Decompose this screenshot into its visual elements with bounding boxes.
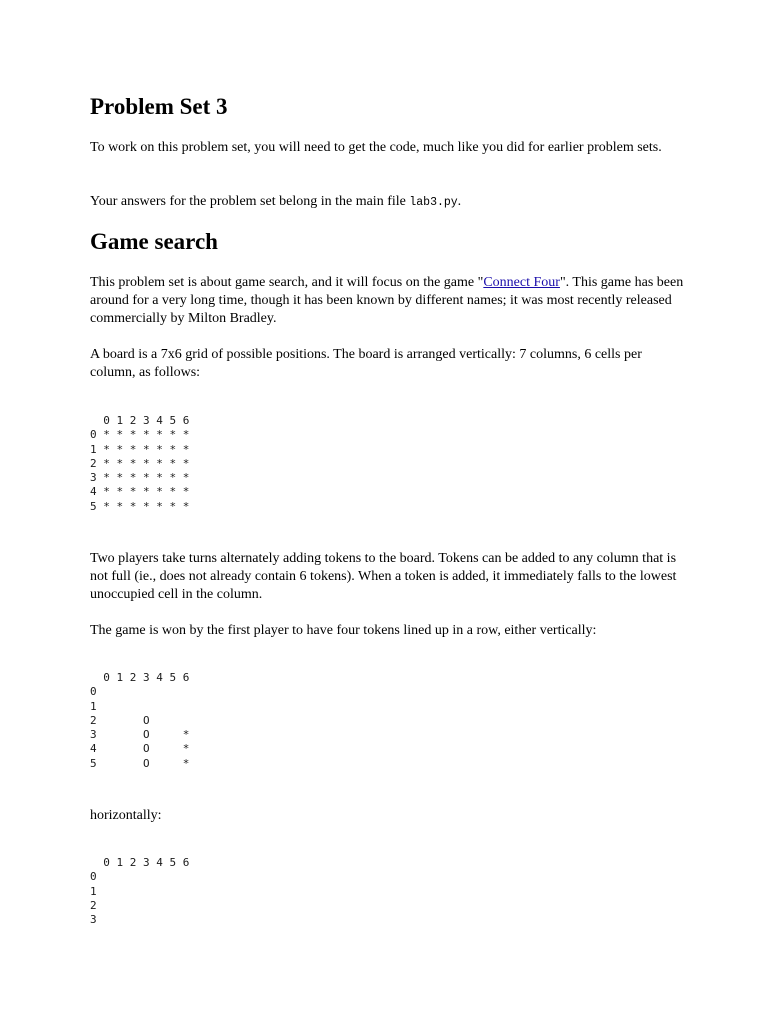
- intro-p2-end: .: [457, 194, 462, 209]
- game-p1-text-end: ". This game has been around for a very long time, though it has been known by different names; it was most recently released commercially by Milton Bradley.: [90, 275, 684, 326]
- section-title: Game search: [90, 229, 218, 254]
- vertical-win-board-diagram: 0 1 2 3 4 5 6 0 1 2 O 3 O * 4 O * 5 O *: [90, 671, 190, 770]
- game-paragraph-4: The game is won by the first player to have four tokens lined up in a row, either vertically:: [90, 623, 597, 638]
- empty-board-diagram: 0 1 2 3 4 5 6 0 * * * * * * * 1 * * * * * * * 2 * * * * * * * 3 * * * * * * * 4 * * * * * * * 5 * * * * * * *: [90, 414, 190, 513]
- game-paragraph-2: A board is a 7x6 grid of possible positions. The board is arranged vertically: 7 columns, 6 cells per column, as follows:: [90, 347, 642, 380]
- game-paragraph-1: [90, 274, 690, 328]
- main-file-code: lab3.py: [409, 196, 458, 209]
- game-paragraph-3: Two players take turns alternately adding tokens to the board. Tokens can be added to any column that is not full (ie., does not already contain 6 tokens). When a token is added, it immediately falls to the lowest unoccupied cell in the column.: [90, 551, 677, 602]
- intro-paragraph-1: To work on this problem set, you will need to get the code, much like you did for earlier problem sets.: [90, 140, 662, 155]
- game-paragraph-5: horizontally:: [90, 808, 162, 823]
- page-title: Problem Set 3: [90, 94, 228, 119]
- intro-paragraph-2: [90, 193, 690, 212]
- game-p1-text: This problem set is about game search, and it will focus on the game ": [90, 275, 484, 290]
- horizontal-win-board-diagram: 0 1 2 3 4 5 6 0 1 2 3: [90, 856, 190, 927]
- intro-p2-text: Your answers for the problem set belong in the main file: [90, 194, 410, 209]
- connect-four-link[interactable]: Connect Four: [483, 275, 560, 290]
